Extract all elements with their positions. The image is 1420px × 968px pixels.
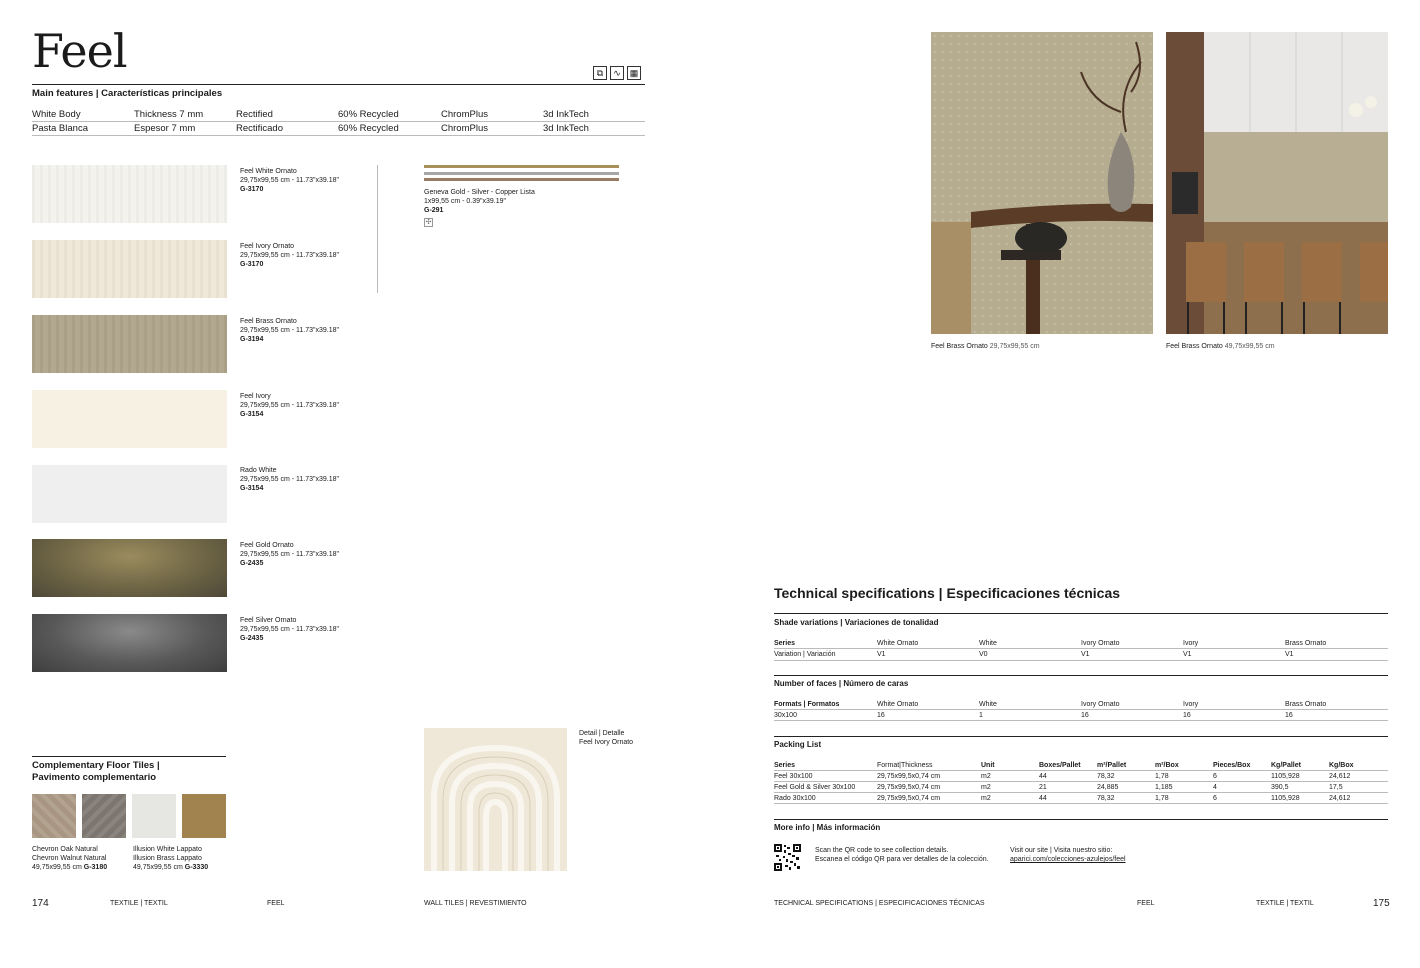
floor-swatch-chevron-oak (32, 794, 76, 838)
packing-row: Rado 30x100 29,75x99,5x0,74 cm m2 44 78,32 1,78 6 1105,928 24,612 (774, 795, 1351, 802)
footer-collection: FEEL (1137, 900, 1155, 907)
packing-row: Feel Gold & Silver 30x100 29,75x99,5x0,74 cm m2 21 24,885 1,185 4 390,5 17,5 (774, 784, 1343, 791)
lista-label: Geneva Gold - Silver - Copper Lista 1x99,55 cm - 0.39"x39.19" G-291 (424, 189, 535, 214)
tile-swatch-white-ornato (32, 165, 227, 223)
tech-spec-heading: Technical specifications | Especificaciones técnicas (774, 585, 1121, 601)
tile-swatch-ivory-ornato (32, 240, 227, 298)
footer-section: TECHNICAL SPECIFICATIONS | ESPECIFICACIONES TÉCNICAS (774, 900, 985, 907)
footer-category: WALL TILES | REVESTIMIENTO (424, 900, 527, 907)
photo-2-caption: Feel Brass Ornato 49,75x99,55 cm (1166, 343, 1275, 350)
packing-header-row: Series Format|Thickness Unit Boxes/Pallet m²/Pallet m²/Box Pieces/Box Kg/Pallet Kg/Box (774, 762, 1354, 769)
tile-label: Feel Silver Ornato 29,75x99,55 cm - 11.73"x39.18" G-2435 (240, 617, 340, 642)
floor-heading: Complementary Floor Tiles | Pavimento complementario (32, 760, 160, 783)
faces-data-row: 30x100 16 1 16 16 16 (774, 712, 1293, 719)
tile-swatch-gold-ornato (32, 539, 227, 597)
wall-tile-icon: ⧉ (593, 66, 607, 80)
tile-label: Feel Ivory Ornato 29,75x99,55 cm - 11.73"x39.18" G-3170 (240, 243, 340, 268)
packing-heading: Packing List (774, 740, 822, 749)
lista-format-icon: ✣ (425, 219, 432, 226)
detail-label: Detail | Detalle Feel Ivory Ornato (579, 730, 634, 746)
tile-label: Feel Brass Ornato 29,75x99,55 cm - 11.73"x39.18" G-3194 (240, 318, 340, 343)
shade-data-row: Variation | Variación V1 V0 V1 V1 V1 (774, 651, 1294, 658)
tile-swatch-silver-ornato (32, 614, 227, 672)
shade-heading: Shade variations | Variaciones de tonalidad (774, 618, 939, 627)
tile-swatch-brass-ornato (32, 315, 227, 373)
qr-instructions: Scan the QR code to see collection details. Escanea el código QR para ver detalles de la colección. (815, 847, 989, 863)
page-number-left: 174 (32, 898, 49, 909)
floor-swatch-illusion-brass (182, 794, 226, 838)
tile-label: Feel Gold Ornato 29,75x99,55 cm - 11.73"x39.18" G-2435 (240, 542, 340, 567)
lista-gold-strip (424, 165, 619, 168)
photo-brass-ornato-kitchen (1166, 32, 1388, 334)
tile-label: Feel Ivory 29,75x99,55 cm - 11.73"x39.18" G-3154 (240, 393, 340, 418)
footer-collection: FEEL (267, 900, 285, 907)
qr-code-icon[interactable] (774, 844, 801, 871)
floor-swatch-illusion-white (132, 794, 176, 838)
floor-item-label: Chevron Oak Natural Chevron Walnut Natural 49,75x99,55 cm G-3180 (32, 846, 108, 871)
footer-category: TEXTILE | TEXTIL (1256, 900, 1314, 907)
faces-header-row: Formats | Formatos White Ornato White Ivory Ornato Ivory Brass Ornato (774, 701, 1327, 708)
detail-ornato-image (424, 728, 567, 871)
photo-1-caption: Feel Brass Ornato 29,75x99,55 cm (931, 343, 1040, 350)
lista-copper-strip (424, 178, 619, 181)
more-info-heading: More info | Más información (774, 823, 881, 832)
pattern-icon: ▦ (627, 66, 641, 80)
page-title: Feel (32, 24, 127, 78)
footer-section: TEXTILE | TEXTIL (110, 900, 168, 907)
wave-icon: ∿ (610, 66, 624, 80)
tile-label: Feel White Ornato 29,75x99,55 cm - 11.73"x39.18" G-3170 (240, 168, 340, 193)
collection-link[interactable]: aparici.com/colecciones-azulejos/feel (1010, 856, 1126, 863)
floor-item-label: Illusion White Lappato Illusion Brass Lappato 49,75x99,55 cm G-3330 (133, 846, 209, 871)
faces-heading: Number of faces | Número de caras (774, 679, 909, 688)
page-number-right: 175 (1373, 898, 1390, 909)
tile-swatch-rado-white (32, 465, 227, 523)
tile-label: Rado White 29,75x99,55 cm - 11.73"x39.18" G-3154 (240, 467, 340, 492)
tile-swatch-ivory (32, 390, 227, 448)
floor-swatch-chevron-walnut (82, 794, 126, 838)
lista-silver-strip (424, 172, 619, 175)
shade-header-row: Series White Ornato White Ivory Ornato Ivory Brass Ornato (774, 640, 1327, 647)
column-divider (377, 165, 378, 293)
visit-site: Visit our site | Visita nuestro sitio: aparici.com/colecciones-azulejos/feel (1010, 847, 1126, 863)
photo-brass-ornato-living (931, 32, 1153, 334)
main-features-heading: Main features | Características principales (32, 88, 223, 99)
feature-icons (593, 66, 641, 80)
packing-row: Feel 30x100 29,75x99,5x0,74 cm m2 44 78,32 1,78 6 1105,928 24,612 (774, 773, 1351, 780)
